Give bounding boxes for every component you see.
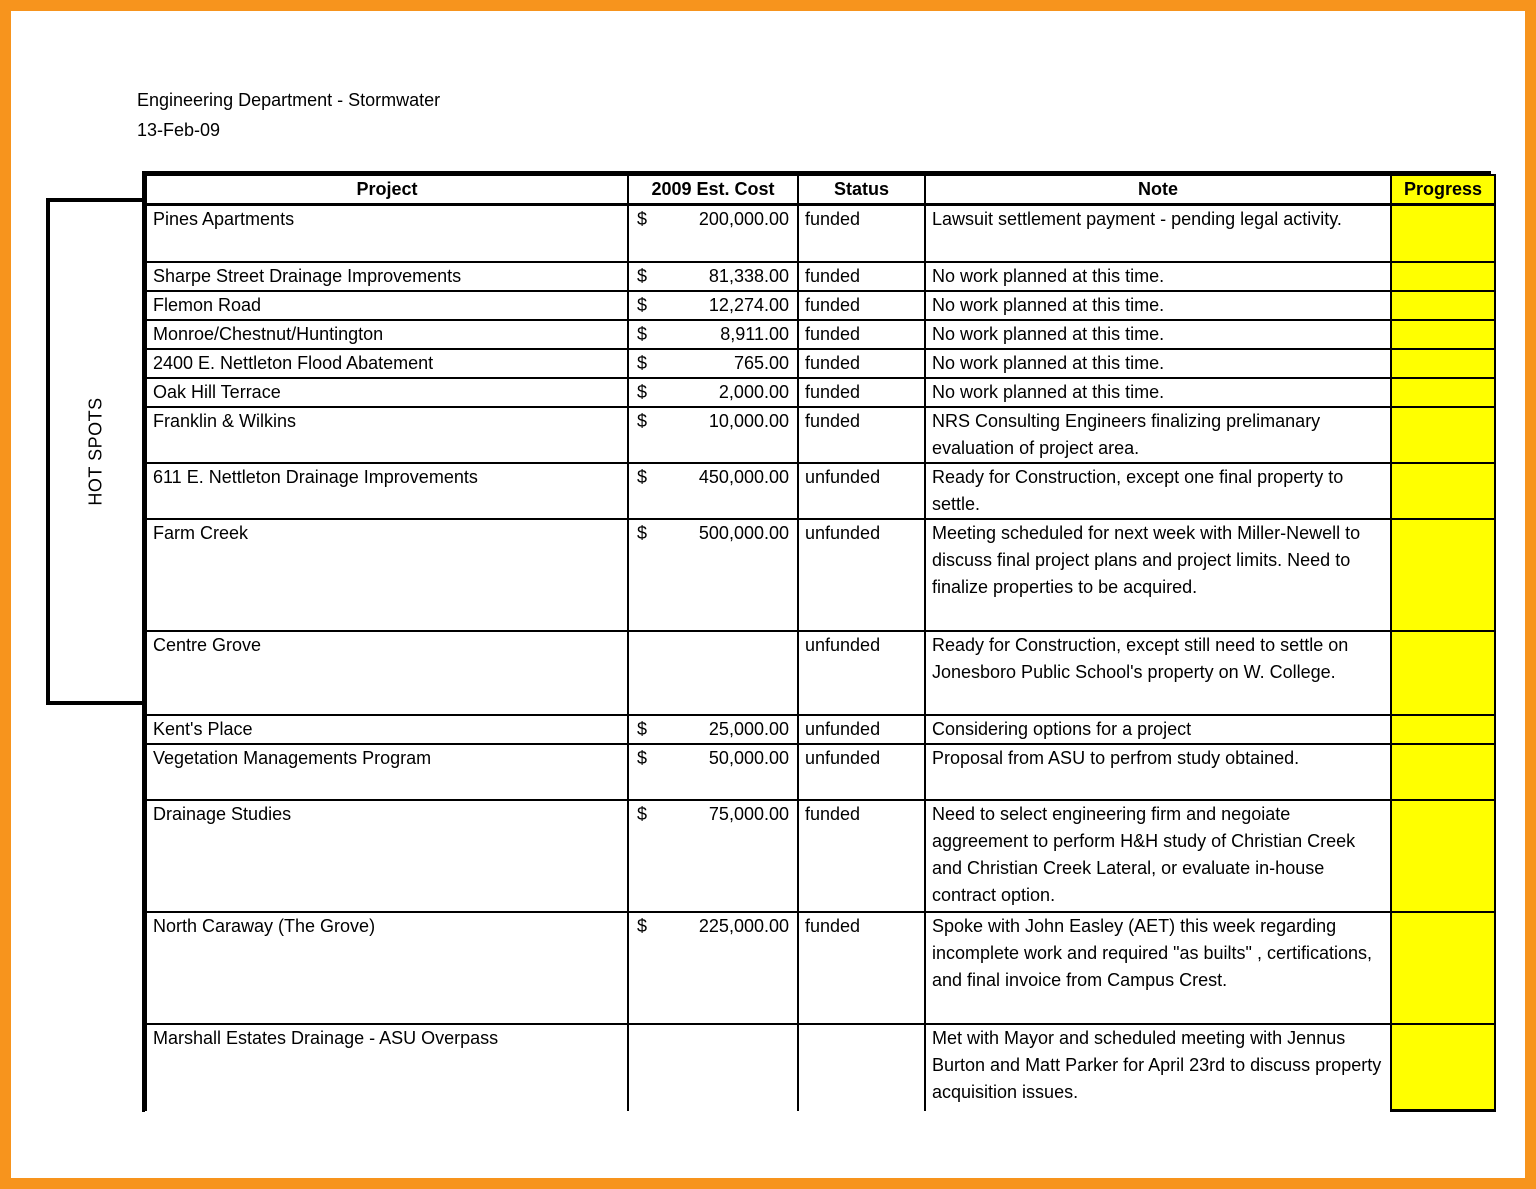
table-row xyxy=(146,744,1495,800)
column-header-status: Status xyxy=(798,175,925,205)
cost-cell xyxy=(628,291,798,320)
cost-cell xyxy=(628,349,798,378)
cost-cell xyxy=(628,800,798,912)
table-row xyxy=(146,463,1495,519)
currency-symbol: $ xyxy=(637,522,648,543)
cost-amount: 10,000.00 xyxy=(708,410,789,431)
progress-cell xyxy=(1391,291,1495,320)
table-row xyxy=(146,519,1495,631)
cost-amount: 8,911.00 xyxy=(720,323,789,344)
project-cell: Pines Apartments xyxy=(146,205,628,262)
project-cell: Drainage Studies xyxy=(146,800,628,912)
currency-symbol: $ xyxy=(637,410,648,431)
currency-symbol: $ xyxy=(637,323,648,344)
title-block xyxy=(137,85,440,145)
status-cell: funded xyxy=(798,800,925,912)
project-cell: Centre Grove xyxy=(146,631,628,715)
note-cell: No work planned at this time. xyxy=(925,262,1391,291)
cost-amount: 50,000.00 xyxy=(708,747,789,768)
table-row xyxy=(146,291,1495,320)
currency-symbol: $ xyxy=(637,352,648,373)
table-row xyxy=(146,631,1495,715)
table-row xyxy=(146,320,1495,349)
currency-symbol: $ xyxy=(637,915,648,936)
note-cell: No work planned at this time. xyxy=(925,320,1391,349)
cost-cell xyxy=(628,320,798,349)
table-row xyxy=(146,912,1495,1024)
project-cell: Oak Hill Terrace xyxy=(146,378,628,407)
projects-table-container xyxy=(142,171,1491,1112)
table-row xyxy=(146,715,1495,744)
cost-cell xyxy=(628,378,798,407)
currency-symbol: $ xyxy=(637,466,648,487)
note-cell: Considering options for a project xyxy=(925,715,1391,744)
column-header-project: Project xyxy=(146,175,628,205)
cost-amount: 450,000.00 xyxy=(698,466,789,487)
progress-cell xyxy=(1391,1024,1495,1111)
cost-cell xyxy=(628,463,798,519)
table-row xyxy=(146,205,1495,262)
note-cell: No work planned at this time. xyxy=(925,291,1391,320)
table-row xyxy=(146,1024,1495,1111)
status-cell: funded xyxy=(798,320,925,349)
projects-table xyxy=(145,174,1496,1112)
project-cell: 2400 E. Nettleton Flood Abatement xyxy=(146,349,628,378)
cost-cell xyxy=(628,912,798,1024)
status-cell: unfunded xyxy=(798,744,925,800)
cost-amount: 25,000.00 xyxy=(708,718,789,739)
cost-amount: 81,338.00 xyxy=(708,265,789,286)
project-cell: Farm Creek xyxy=(146,519,628,631)
note-cell: NRS Consulting Engineers finalizing prelimanary evaluation of project area. xyxy=(925,407,1391,463)
status-cell: unfunded xyxy=(798,715,925,744)
note-cell: Ready for Construction, except one final property to settle. xyxy=(925,463,1391,519)
note-cell: No work planned at this time. xyxy=(925,378,1391,407)
progress-cell xyxy=(1391,463,1495,519)
status-cell: funded xyxy=(798,407,925,463)
table-row xyxy=(146,378,1495,407)
currency-symbol: $ xyxy=(637,803,648,824)
document-title: Engineering Department - Stormwater xyxy=(137,90,441,110)
project-cell: Franklin & Wilkins xyxy=(146,407,628,463)
cost-amount: 200,000.00 xyxy=(698,209,789,229)
note-cell: Meeting scheduled for next week with Miller-Newell to discuss final project plans and project limits. Need to finalize properties to be acquired. xyxy=(925,519,1391,631)
column-header-cost: 2009 Est. Cost xyxy=(628,175,798,205)
cost-cell xyxy=(628,1024,798,1111)
column-header-progress: Progress xyxy=(1391,175,1495,205)
cost-amount: 12,274.00 xyxy=(708,294,789,315)
status-cell: unfunded xyxy=(798,631,925,715)
progress-cell xyxy=(1391,407,1495,463)
status-cell: funded xyxy=(798,262,925,291)
currency-symbol: $ xyxy=(637,265,648,286)
cost-cell xyxy=(628,407,798,463)
cost-cell xyxy=(628,631,798,715)
status-cell: funded xyxy=(798,349,925,378)
progress-cell xyxy=(1391,378,1495,407)
project-cell: Kent's Place xyxy=(146,715,628,744)
progress-cell xyxy=(1391,262,1495,291)
table-row xyxy=(146,262,1495,291)
progress-cell xyxy=(1391,631,1495,715)
status-cell: funded xyxy=(798,378,925,407)
cost-cell xyxy=(628,262,798,291)
project-cell: 611 E. Nettleton Drainage Improvements xyxy=(146,463,628,519)
currency-symbol: $ xyxy=(637,718,648,739)
status-cell: unfunded xyxy=(798,463,925,519)
project-cell: North Caraway (The Grove) xyxy=(146,912,628,1024)
progress-cell xyxy=(1391,205,1495,262)
note-cell: No work planned at this time. xyxy=(925,349,1391,378)
progress-cell xyxy=(1391,715,1495,744)
note-cell: Proposal from ASU to perfrom study obtained. xyxy=(925,744,1391,800)
header-row xyxy=(146,175,1495,205)
currency-symbol: $ xyxy=(637,294,648,315)
note-cell: Lawsuit settlement payment - pending legal activity. xyxy=(925,205,1391,262)
hot-spots-bracket xyxy=(46,198,146,705)
project-cell: Marshall Estates Drainage - ASU Overpass xyxy=(146,1024,628,1111)
note-cell: Ready for Construction, except still need to settle on Jonesboro Public School's property on W. College. xyxy=(925,631,1391,715)
progress-cell xyxy=(1391,912,1495,1024)
cost-cell xyxy=(628,205,798,262)
table-row xyxy=(146,800,1495,912)
table-row xyxy=(146,407,1495,463)
column-header-note: Note xyxy=(925,175,1391,205)
status-cell: funded xyxy=(798,205,925,262)
note-cell: Met with Mayor and scheduled meeting with Jennus Burton and Matt Parker for April 23rd to discuss property acquisition issues. xyxy=(925,1024,1391,1111)
table-row xyxy=(146,349,1495,378)
currency-symbol: $ xyxy=(637,209,648,229)
cost-amount: 765.00 xyxy=(733,352,789,373)
status-cell: unfunded xyxy=(798,519,925,631)
project-cell: Vegetation Managements Program xyxy=(146,744,628,800)
project-cell: Monroe/Chestnut/Huntington xyxy=(146,320,628,349)
document-date: 13-Feb-09 xyxy=(137,120,221,140)
currency-symbol: $ xyxy=(637,381,648,402)
status-cell: funded xyxy=(798,912,925,1024)
note-cell: Need to select engineering firm and negoiate aggreement to perform H&H study of Christian Creek and Christian Creek Lateral, or evaluate in-house contract option. xyxy=(925,800,1391,912)
note-cell: Spoke with John Easley (AET) this week regarding incomplete work and required "as builts" , certifications, and final invoice from Campus Crest. xyxy=(925,912,1391,1024)
project-cell: Flemon Road xyxy=(146,291,628,320)
cost-amount: 225,000.00 xyxy=(698,915,789,936)
currency-symbol: $ xyxy=(637,747,648,768)
cost-amount: 2,000.00 xyxy=(718,381,789,402)
progress-cell xyxy=(1391,744,1495,800)
cost-cell xyxy=(628,519,798,631)
cost-cell xyxy=(628,715,798,744)
project-cell: Sharpe Street Drainage Improvements xyxy=(146,262,628,291)
progress-cell xyxy=(1391,349,1495,378)
progress-cell xyxy=(1391,519,1495,631)
cost-amount: 75,000.00 xyxy=(708,803,789,824)
progress-cell xyxy=(1391,800,1495,912)
progress-cell xyxy=(1391,320,1495,349)
hot-spots-label: HOT SPOTS xyxy=(85,397,106,506)
cost-cell xyxy=(628,744,798,800)
status-cell xyxy=(798,1024,925,1111)
status-cell: funded xyxy=(798,291,925,320)
cost-amount: 500,000.00 xyxy=(698,522,789,543)
